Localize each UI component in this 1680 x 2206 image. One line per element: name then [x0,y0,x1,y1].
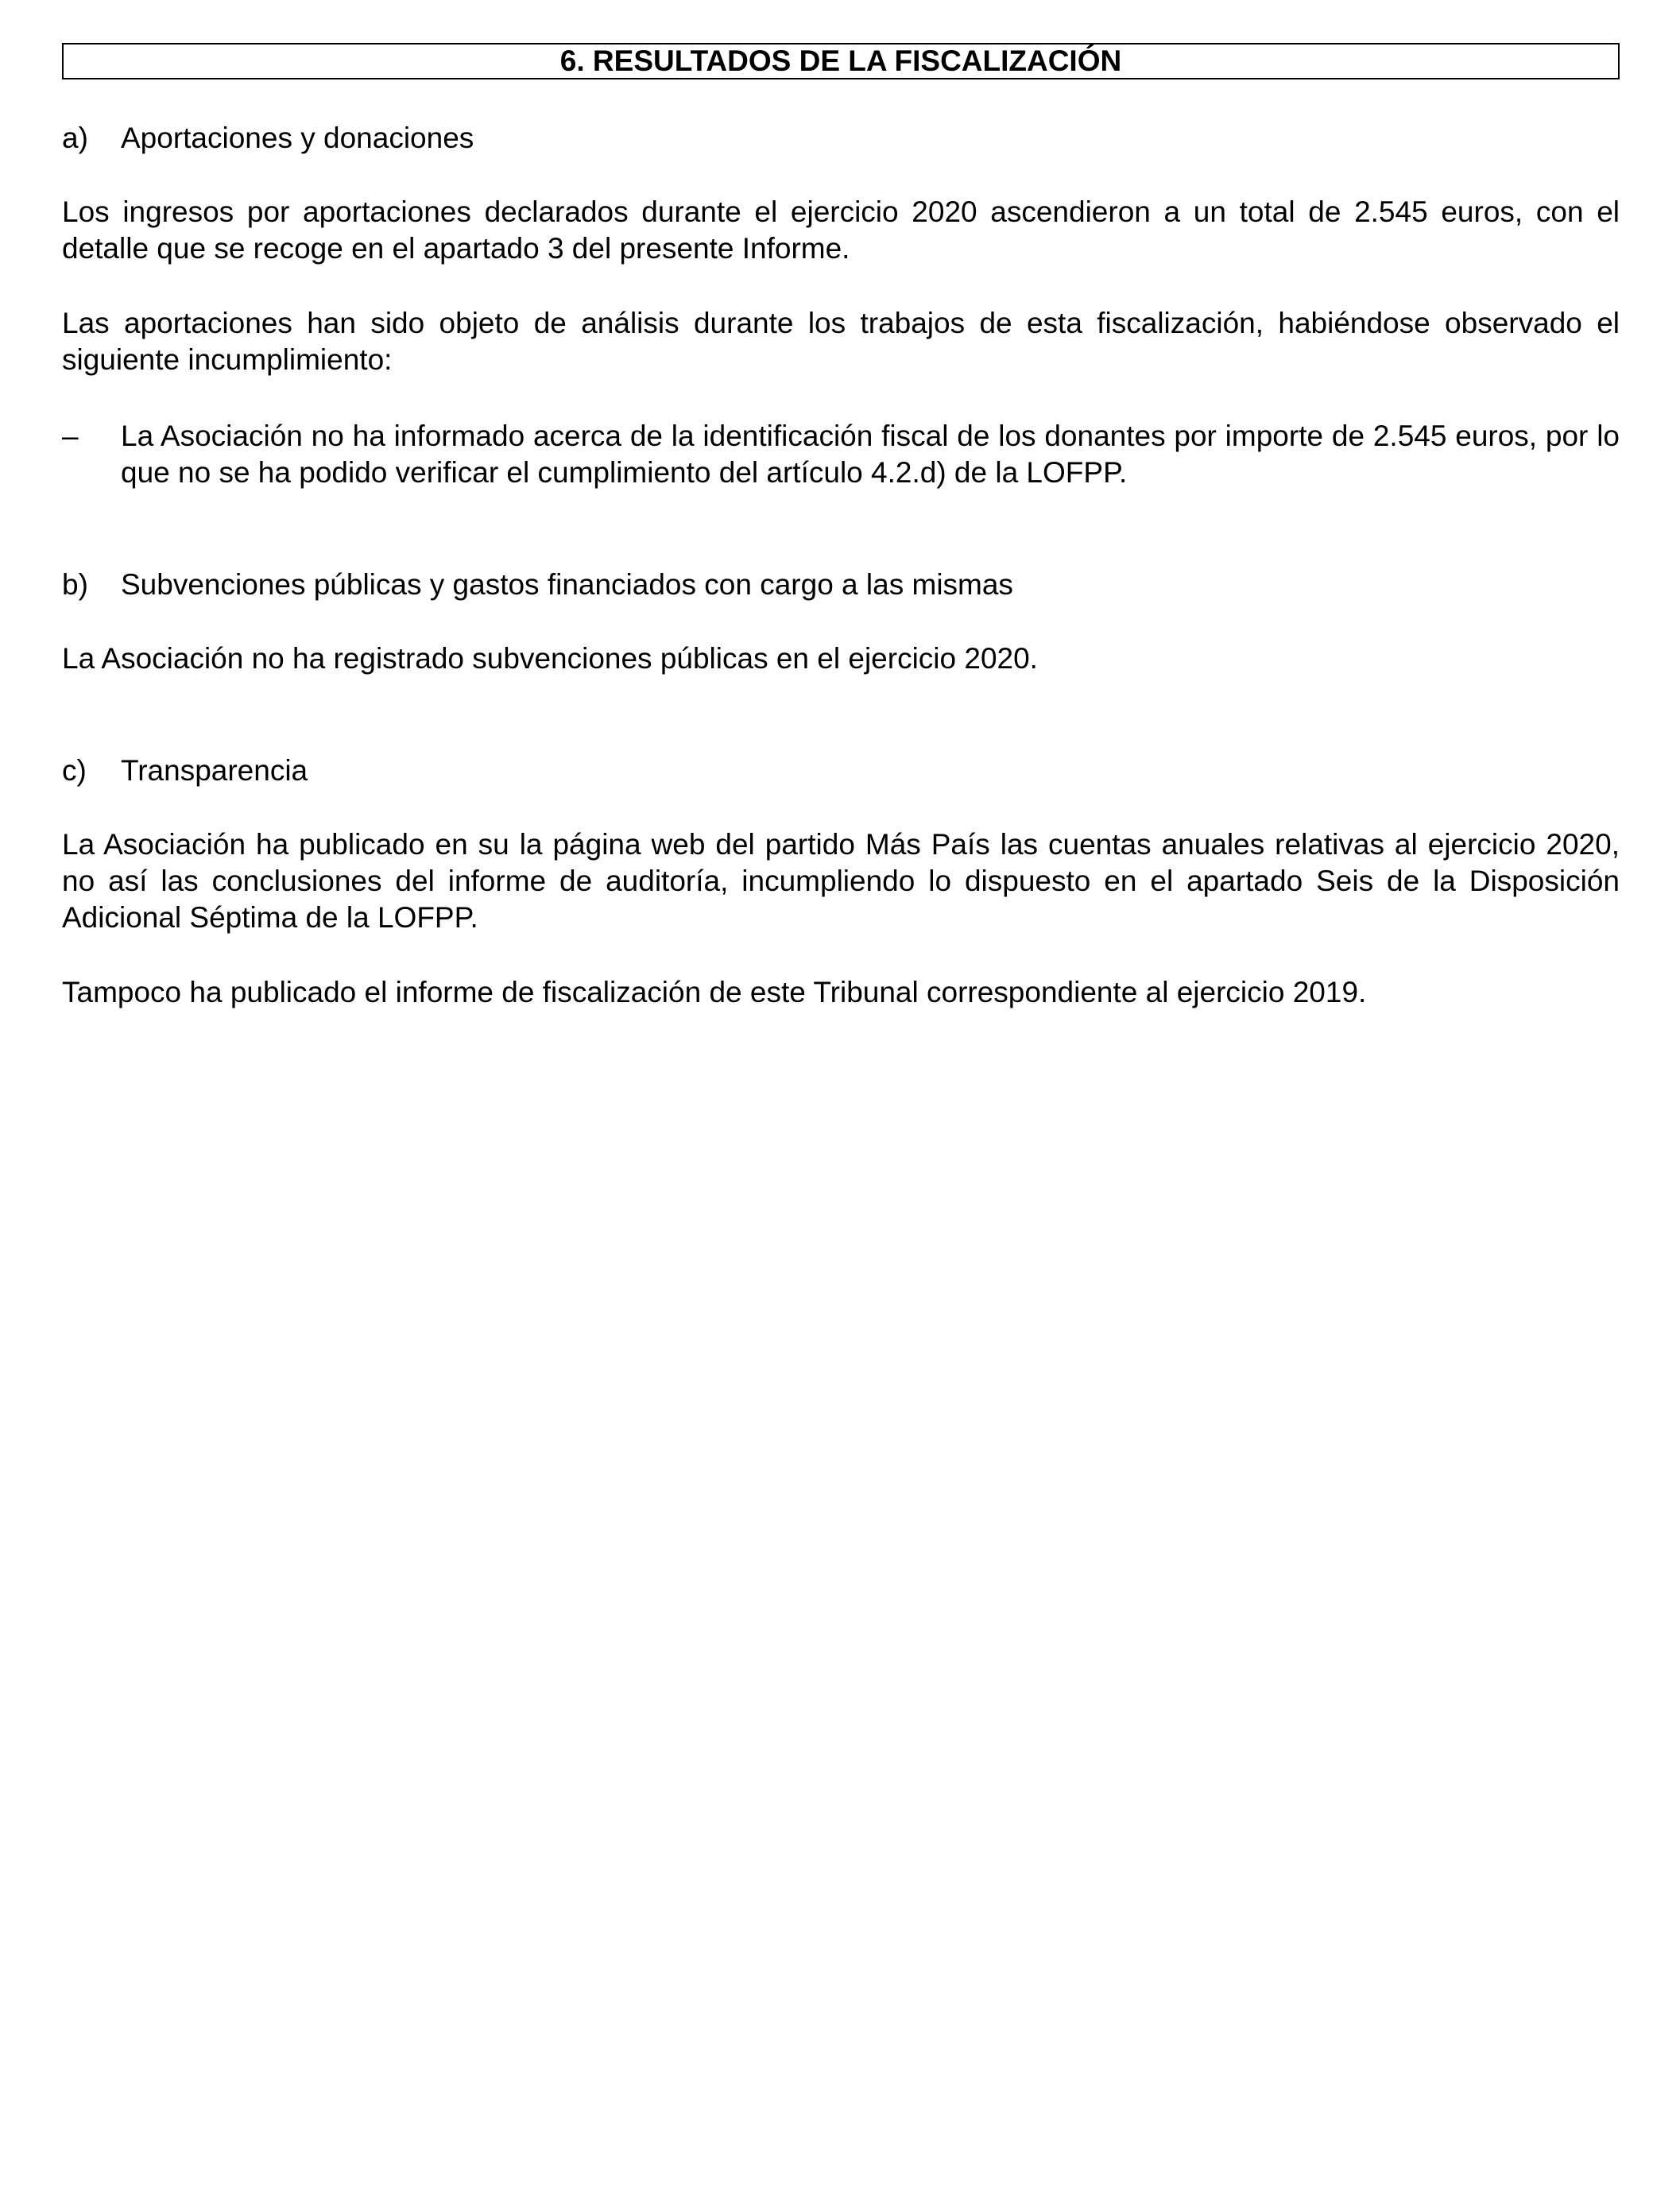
document-page [62,43,1620,1008]
bullet-text: La Asociación no ha informado acerca de la identificación fiscal de los donantes por importe de 2.545 euros, por lo que no se ha podido verificar el cumplimiento del artículo 4.2.d) de la LOFPP. [121,420,1620,489]
heading-c-text: Transparencia [121,754,308,787]
bullet-dash: – [62,420,79,452]
heading-c [62,753,1620,789]
section-title: 6. RESULTADOS DE LA FISCALIZACIÓN [62,43,1620,79]
paragraph-a-2: Las aportaciones han sido objeto de análisis durante los trabajos de esta fiscalización, habiéndose observado el siguiente incumplimiento: [62,307,1620,376]
paragraph-c-1: La Asociación ha publicado en su la página web del partido Más País las cuentas anuales relativas al ejercicio 2020, no así las conclusiones del informe de auditoría, incumpliendo lo dispuesto en el apartado Seis de la Disposición Adicional Séptima de la LOFPP. [62,828,1620,934]
bullet-item [62,418,1620,491]
heading-c-marker: c) [62,754,87,787]
paragraph-b-1: La Asociación no ha registrado subvenciones públicas en el ejercicio 2020. [62,642,1038,675]
heading-a-text: Aportaciones y donaciones [121,122,474,154]
heading-a [62,120,1620,157]
heading-b-text: Subvenciones públicas y gastos financiados con cargo a las mismas [121,568,1013,601]
paragraph-a-1: Los ingresos por aportaciones declarados durante el ejercicio 2020 ascendieron a un total de 2.545 euros, con el detalle que se recoge en el apartado 3 del presente Informe. [62,195,1620,265]
heading-a-marker: a) [62,122,88,154]
paragraph-c-2: Tampoco ha publicado el informe de fiscalización de este Tribunal correspondiente al ejercicio 2019. [62,976,1367,1008]
heading-b [62,567,1620,603]
heading-b-marker: b) [62,568,88,601]
